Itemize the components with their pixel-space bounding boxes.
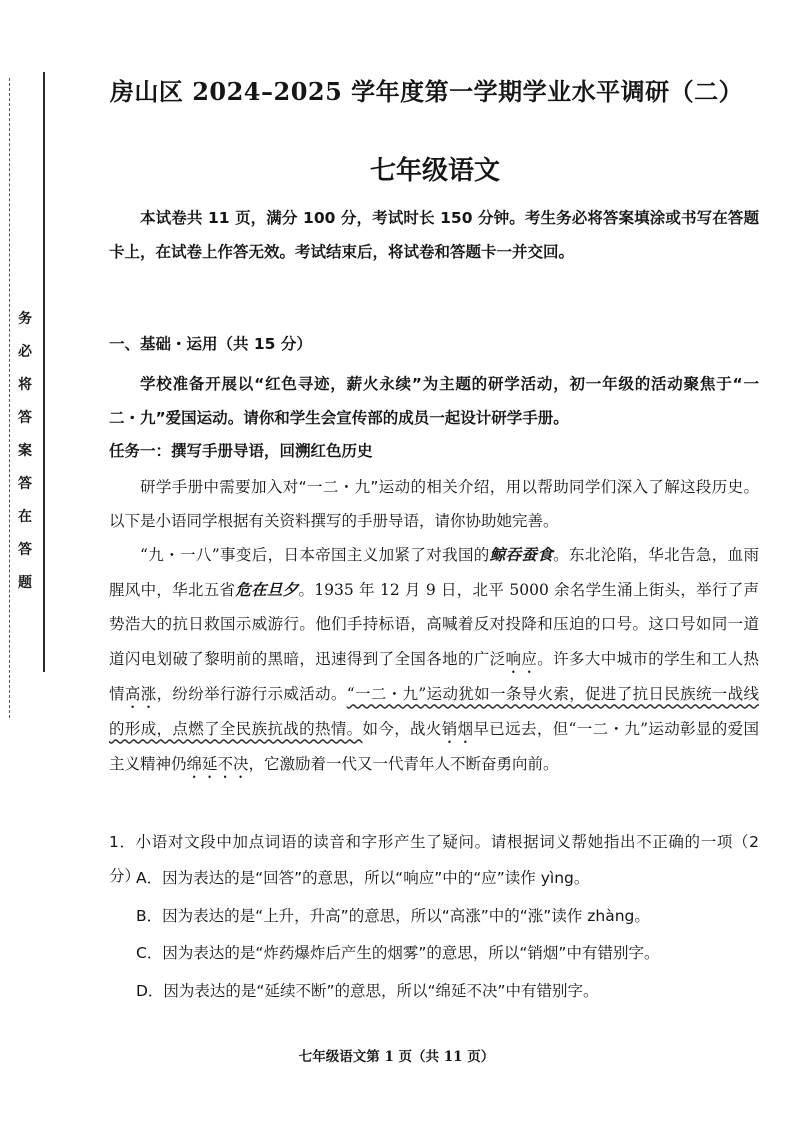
margin-char: 案	[18, 443, 32, 459]
binding-solid-line	[43, 72, 45, 672]
passage-highlight: 鲸吞蚕食	[489, 545, 554, 564]
margin-char: 答	[18, 410, 32, 426]
reading-passage	[109, 538, 759, 782]
passage-highlight: 危在旦夕	[235, 579, 299, 599]
passage-text: “九・一八”事变后，日本帝国主义加紧了对我国的	[140, 546, 490, 564]
underlined-sentence: “一二・九”运动犹如一条导火索，促进了抗日民族统一战线的形成，点燃了全民族抗战的热情。	[109, 684, 759, 738]
passage-text: 。东北沦陷，华北告急，血雨腥风中，华北五省	[109, 546, 759, 599]
task-description: 研学手册中需要加入对“一二・九”运动的相关介绍，用以帮助同学们深入了解这段历史。以下是小语同学根据有关资料撰写的手册导语，请你协助她完善。	[109, 478, 759, 530]
dotted-word: 绵延不决	[186, 754, 249, 773]
margin-char: 必	[18, 344, 32, 360]
dotted-word: 响应	[505, 649, 538, 668]
question-1-stem: 1．小语对文段中加点词语的读音和字形产生了疑问。请根据词义帮她指出不正确的一项（2 分）	[109, 833, 759, 885]
passage-text: ，纷纷举行游行示威活动。	[156, 684, 347, 703]
task-title: 任务一：撰写手册导语，回溯红色历史	[109, 442, 373, 460]
option-a: A．因为表达的是“回答”的意思，所以“响应”中的“应”读作 yìng。	[136, 869, 590, 887]
passage-text: 早已远去，但“一二・九”运动彰显的爱国主义精神仍	[109, 719, 759, 773]
page-footer: 七年级语文第 1 页（共 11 页）	[298, 1049, 495, 1065]
passage-text: 。1935 年 12 月 9 日，北平 5000 余名学生涌上街头，举行了声势浩大的抗日救国示威游行。他们手持标语，高喊着反对投降和压迫的口号。这口号如同一道道闪电划破了黎明前的黑暗，迅速得到了全国各地的广泛	[109, 580, 759, 668]
option-c: C．因为表达的是“炸药爆炸后产生的烟雾”的意思，所以“销烟”中有错别字。	[136, 944, 660, 962]
activity-context: 学校准备开展以“红色寻迹，薪火永续”为主题的研学活动，初一年级的活动聚焦于“一二・九”爱国运动。请你和学生会宣传部的成员一起设计研学手册。	[109, 375, 759, 427]
margin-char: 务	[18, 311, 32, 327]
exam-subject: 七年级语文	[369, 156, 500, 186]
binding-margin-note	[14, 308, 36, 605]
passage-text: 。许多大中城市的学生和工人热情	[109, 649, 759, 703]
question-1-options	[136, 860, 776, 1010]
exam-title: 房山区 2024–2025 学年度第一学期学业水平调研（二）	[109, 77, 744, 106]
dotted-word: 高涨	[124, 684, 157, 703]
margin-char: 在	[18, 509, 32, 525]
margin-char: 答	[18, 476, 32, 492]
dotted-word: 销烟	[441, 719, 474, 738]
section-heading: 一、基础・运用（共 15 分）	[109, 335, 312, 353]
binding-dashed-line	[9, 78, 10, 718]
margin-char: 题	[18, 575, 32, 591]
passage-text: 如今，战火	[362, 719, 442, 738]
margin-char: 答	[18, 542, 32, 558]
margin-char: 将	[18, 377, 32, 393]
passage-text: ，它激励着一代又一代青年人不断奋勇向前。	[248, 754, 559, 773]
option-b: B．因为表达的是“上升，升高”的意思，所以“高涨”中的“涨”读作 zhàng。	[136, 906, 650, 925]
option-d: D．因为表达的是“延续不断”的意思，所以“绵延不决”中有错别字。	[136, 981, 599, 1000]
exam-instructions: 本试卷共 11 页，满分 100 分，考试时长 150 分钟。考生务必将答案填涂或书写在答题卡上，在试卷上作答无效。考试结束后，将试卷和答题卡一并交回。	[109, 209, 759, 261]
